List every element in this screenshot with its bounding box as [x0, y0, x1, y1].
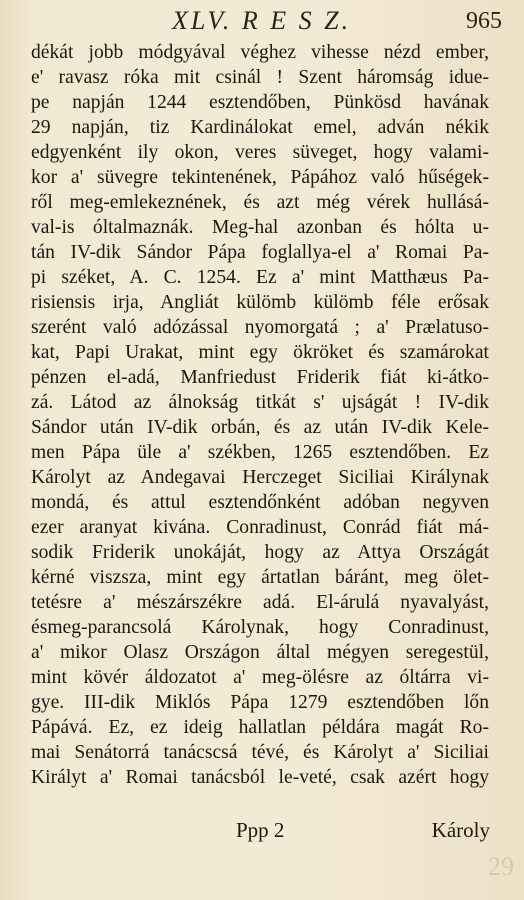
page-number: 965: [466, 8, 502, 34]
text-line: sodik Friderik unokáját, hogy az Attya Országát: [31, 542, 489, 563]
text-line: kor a' süvegre tekintenének, Pápához való hűségek-: [31, 167, 489, 188]
text-line: pénzen el-adá, Manfriedust Friderik fiát ki-átko-: [31, 367, 489, 388]
text-line: dékát jobb módgyával véghez vihesse nézd ember,: [31, 42, 489, 63]
text-line: mai Senátorrá tanácscsá tévé, és Károlyt a' Siciliai: [31, 742, 489, 763]
margin-mark: 29: [488, 852, 514, 881]
text-line: val-is óltalmaznák. Meg-hal azonban és hólta u-: [31, 217, 489, 238]
chapter-title: XLV. R E S Z.: [172, 6, 352, 35]
text-line: Királyt a' Romai tanácsból le-veté, csak azért hogy: [31, 767, 489, 788]
text-line: ésmeg-parancsolá Károlynak, hogy Conradinust,: [31, 617, 489, 638]
signature-mark: Ppp 2: [236, 818, 285, 842]
text-line: a' mikor Olasz Országon által mégyen seregestül,: [31, 642, 489, 663]
text-line: e' ravasz róka mit csinál ! Szent háromság idue-: [31, 67, 489, 88]
text-line: ről meg-emlekeznének, és azt még vérek hullásá-: [31, 192, 489, 213]
text-line: szerént való adózással nyomorgatá ; a' Prælatuso-: [31, 317, 489, 338]
catchword: Károly: [431, 818, 490, 842]
text-line: men Pápa üle a' székben, 1265 esztendőben. Ez: [31, 442, 489, 463]
text-line: Sándor után IV-dik orbán, és az után IV-dik Kele-: [31, 417, 489, 438]
text-line: edgyenként ily okon, veres süveget, hogy valami-: [31, 142, 489, 163]
running-head: [0, 4, 524, 40]
text-line: Károlyt az Andegavai Herczeget Siciliai Királynak: [31, 467, 489, 488]
text-line: gye. III-dik Miklós Pápa 1279 esztendőben lőn: [31, 692, 489, 713]
text-line: risiensis irja, Angliát külömb külömb féle erősak: [31, 292, 489, 313]
text-line: tetésre a' mészárszékre adá. El-árulá nyavalyást,: [31, 592, 489, 613]
text-line: Pápává. Ez, ez ideig hallatlan példára magát Ro-: [31, 717, 489, 738]
text-line: tán IV-dik Sándor Pápa foglallya-el a' Romai Pa-: [31, 242, 489, 263]
text-line: mint kövér áldozatot a' meg-ölésre az óltárra vi-: [31, 667, 489, 688]
text-line: mondá, és attul esztendőnként adóban negyven: [31, 492, 489, 513]
text-line: zá. Látod az álnokság titkát s' ujságát ! IV-dik: [31, 392, 489, 413]
text-line: ezer aranyat kivána. Conradinust, Conrád fiát má-: [31, 517, 489, 538]
body-text: [31, 40, 489, 790]
page-footer: [0, 816, 524, 846]
text-line: kat, Papi Urakat, mint egy ökröket és szamárokat: [31, 342, 489, 363]
text-line: kérné viszsza, mint egy ártatlan báránt, meg ölet-: [31, 567, 489, 588]
text-line: pe napján 1244 esztendőben, Pünkösd havának: [31, 92, 489, 113]
text-line: pi széket, A. C. 1254. Ez a' mint Matthæus Pa-: [31, 267, 489, 288]
text-line: 29 napján, tiz Kardinálokat emel, adván nékik: [31, 117, 489, 138]
